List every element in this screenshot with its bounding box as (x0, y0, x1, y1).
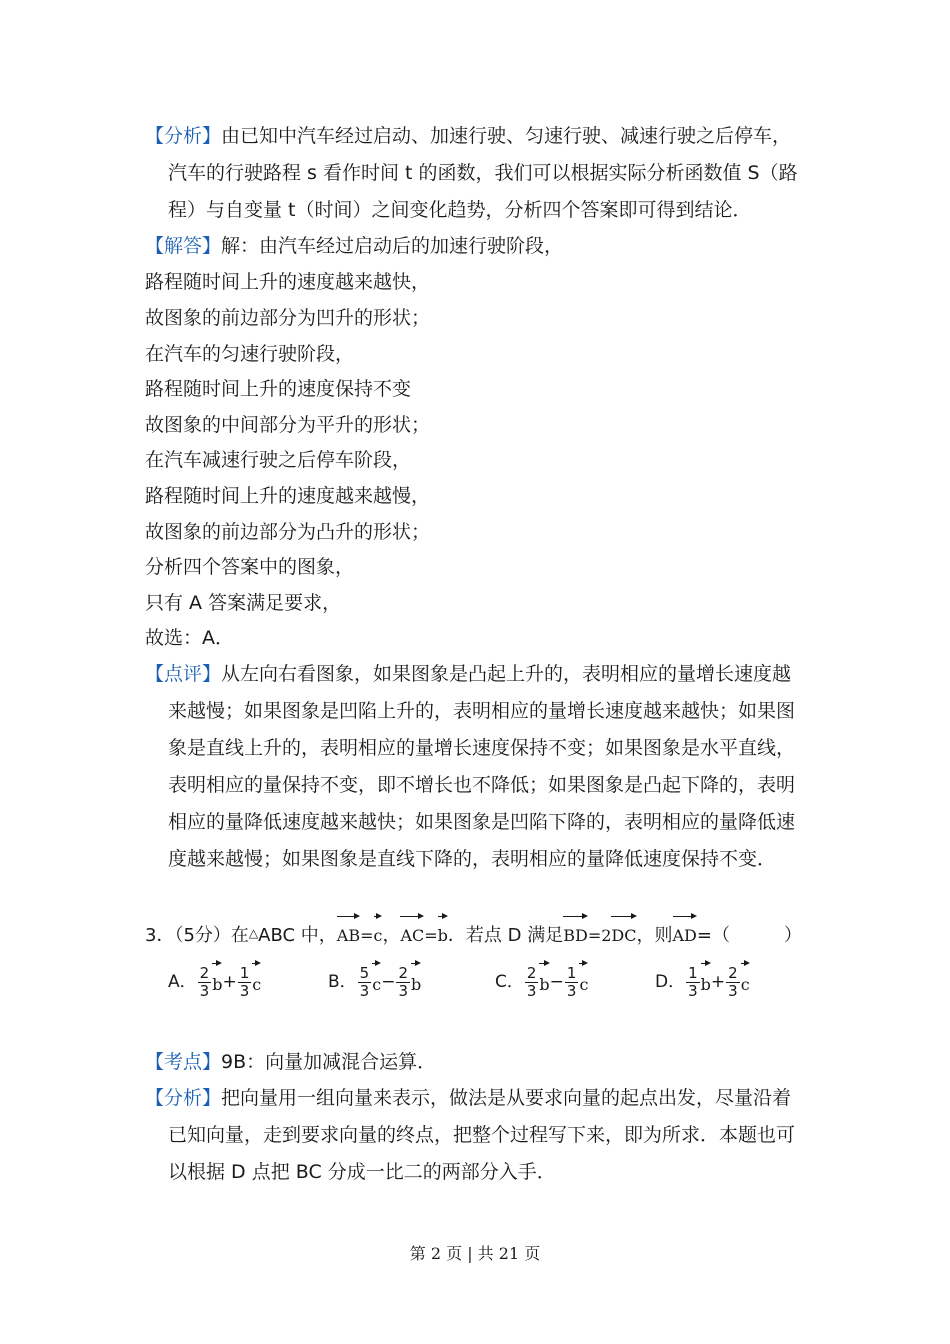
page-footer: 第 2 页 | 共 21 页 (409, 1244, 541, 1263)
comment-line: 来越慢；如果图象是凹陷上升的，表明相应的量增长速度越来越快；如果图 (168, 700, 796, 722)
vector-ad: AD (673, 914, 697, 952)
solution-line: 故图象的前边部分为凹升的形状； (145, 307, 431, 329)
analysis2-line-1 (145, 1085, 791, 1111)
solution-line: 路程随时间上升的速度越来越快， (145, 271, 431, 293)
vector-symbol: c (741, 961, 750, 1003)
analysis-line-3: 程）与自变量 t（时间）之间变化趋势，分析四个答案即可得到结论． (168, 199, 752, 221)
vector-dc: DC (611, 914, 636, 952)
solution-line: 故图象的中间部分为平升的形状； (145, 414, 431, 436)
operator: + (222, 972, 237, 992)
triangle-name: ABC 中， (258, 925, 337, 946)
analysis-text: 由已知中汽车经过启动、加速行驶、匀速行驶、减速行驶之后停车， (221, 125, 792, 147)
fraction: $\frac{2}{3}$ (199, 963, 210, 1000)
vector-symbol: c (579, 961, 588, 1003)
solution-text: 解：由汽车经过启动后的加速行驶阶段， (221, 235, 564, 257)
vector-symbol: c (252, 961, 261, 1003)
solution-answer: 故选：A． (145, 627, 234, 649)
kaodian-tag: 【考点】 (145, 1051, 222, 1073)
comment-line: 象是直线上升的，表明相应的量增长速度保持不变；如果图象是水平直线， (168, 737, 796, 759)
vector-symbol: c (372, 961, 381, 1003)
equals-sign: = (424, 926, 438, 945)
option-label: B． (328, 972, 357, 992)
fraction: $\frac{5}{3}$ (359, 963, 370, 1000)
option-label: C． (495, 972, 524, 992)
vector-symbol: b (701, 961, 711, 1003)
question-then: ，则 (636, 925, 673, 946)
option-c[interactable] (495, 961, 588, 1003)
fraction: $\frac{2}{3}$ (728, 963, 738, 1000)
solution-line: 路程随时间上升的速度越来越慢， (145, 485, 431, 507)
solution-line: 路程随时间上升的速度保持不变 (145, 378, 412, 400)
option-a[interactable] (168, 961, 261, 1003)
option-label: A． (168, 972, 197, 992)
question-blank: =（ ） (696, 925, 802, 946)
solution-line: 分析四个答案中的图象， (145, 556, 355, 578)
fraction: $\frac{1}{3}$ (688, 963, 698, 1000)
analysis-line-2: 汽车的行驶路程 s 看作时间 t 的函数，我们可以根据实际分析函数值 S（路 (168, 162, 798, 184)
vector-c: c (374, 914, 383, 952)
vector-symbol: b (411, 961, 421, 1003)
solution-line: 只有 A 答案满足要求， (145, 592, 342, 614)
vector-ac: AC (400, 914, 424, 952)
analysis-line-1 (145, 123, 791, 149)
question-prefix: 3．（5分）在 (145, 925, 249, 946)
fraction: $\frac{2}{3}$ (398, 963, 408, 1000)
comment-line: 表明相应的量保持不变，即不增长也不降低；如果图象是凸起下降的，表明 (168, 774, 796, 796)
triangle-icon: △ (248, 926, 259, 940)
analysis2-line-3: 以根据 D 点把 BC 分成一比二的两部分入手． (168, 1161, 556, 1183)
option-d[interactable] (655, 961, 750, 1003)
comment-text: 从左向右看图象，如果图象是凸起上升的，表明相应的量增长速度越 (221, 663, 792, 685)
comment-tag: 【点评】 (145, 663, 222, 685)
option-b[interactable] (328, 961, 421, 1003)
question-3 (145, 914, 802, 952)
comment-line-1 (145, 661, 791, 687)
vector-ab: AB (337, 914, 360, 952)
comment-line: 相应的量降低速度越来越快；如果图象是凹陷下降的，表明相应的量降低速 (168, 811, 796, 833)
equals-two: =2 (587, 926, 612, 945)
analysis2-tag: 【分析】 (145, 1087, 222, 1109)
equals-sign: = (360, 926, 374, 945)
fraction: $\frac{1}{3}$ (239, 963, 250, 1000)
kaodian-text: 9B：向量加减混合运算． (221, 1051, 437, 1073)
fraction: $\frac{1}{3}$ (566, 963, 577, 1000)
solution-tag: 【解答】 (145, 235, 222, 257)
operator: + (710, 972, 726, 992)
comma: ， (382, 925, 401, 946)
comment-line: 度越来越慢；如果图象是直线下降的，表明相应的量降低速度保持不变． (168, 848, 777, 870)
solution-line: 在汽车减速行驶之后停车阶段， (145, 449, 412, 471)
analysis2-line-2: 已知向量，走到要求向量的终点，把整个过程写下来，即为所求．本题也可 (168, 1124, 796, 1146)
vector-symbol: b (212, 961, 222, 1003)
question-condition: ．若点 D 满足 (447, 925, 564, 946)
solution-line: 在汽车的匀速行驶阶段， (145, 343, 355, 365)
option-label: D． (655, 972, 686, 992)
vector-bd: BD (563, 914, 588, 952)
analysis-tag: 【分析】 (145, 125, 222, 147)
vector-symbol: b (539, 961, 549, 1003)
analysis2-text: 把向量用一组向量来表示，做法是从要求向量的起点出发，尽量沿着 (221, 1087, 792, 1109)
fraction: $\frac{2}{3}$ (526, 963, 537, 1000)
vector-b: b (438, 914, 448, 952)
solution-line-1 (145, 233, 563, 259)
operator: − (381, 972, 396, 992)
solution-line: 故图象的前边部分为凸升的形状； (145, 521, 431, 543)
operator: − (549, 972, 564, 992)
kaodian-line (145, 1049, 436, 1075)
